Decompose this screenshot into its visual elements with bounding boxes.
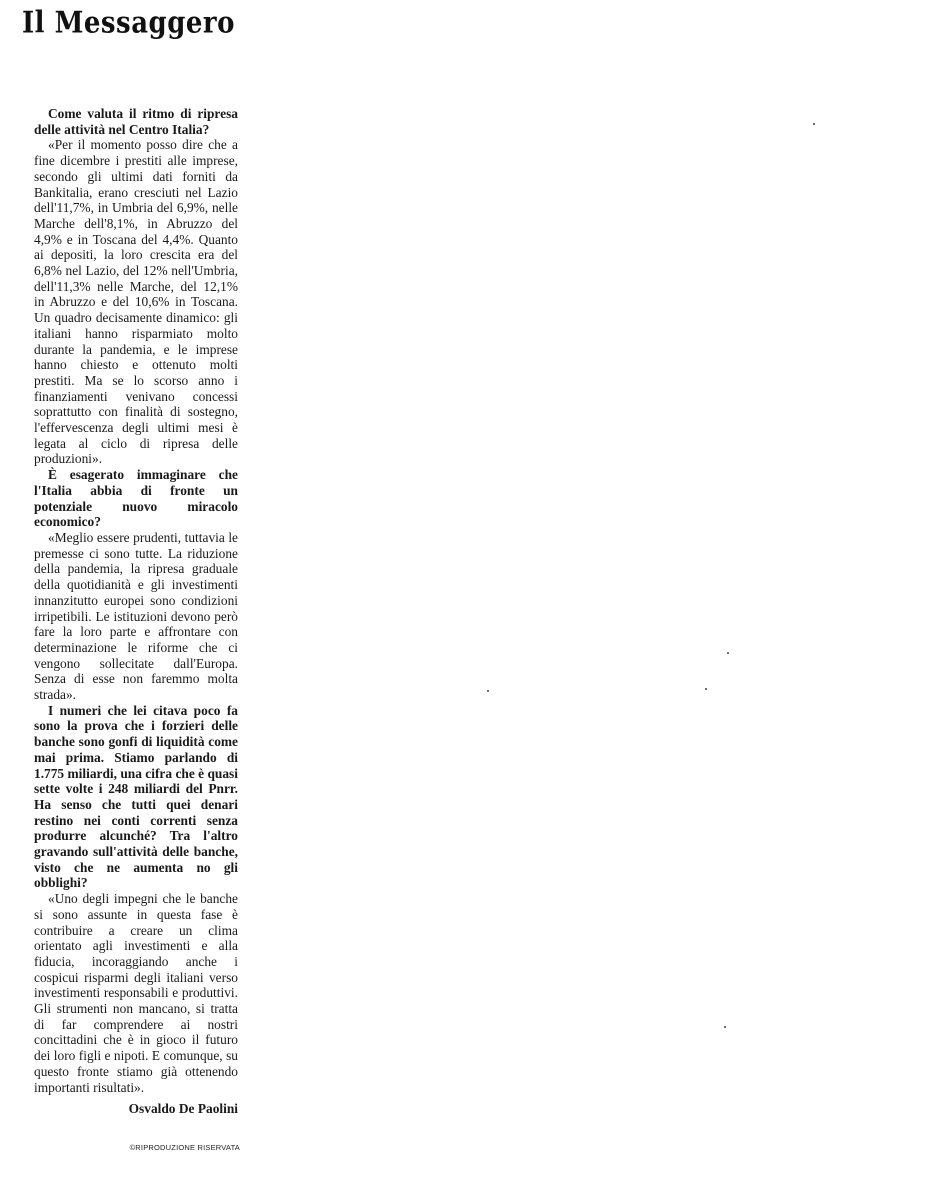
scan-speck <box>724 1026 726 1028</box>
scan-speck <box>727 652 729 654</box>
copyright-notice: ©RIPRODUZIONE RISERVATA <box>129 1143 240 1152</box>
interview-question: È esagerato immaginare che l'Italia abbia di fronte un potenziale nuovo miracolo economico? <box>34 467 238 530</box>
scan-speck <box>487 690 489 692</box>
interview-answer: «Uno degli impegni che le banche si sono assunte in questa fase è contribuire a creare un clima orientato agli investimenti e alla fiducia, incoraggiando anche i cospicui risparmi degli italiani verso investimenti responsabili e produttivi. Gli strumenti non mancano, si tratta di far comprendere ai nostri concittadini che è in gioco il futuro dei loro figli e nipoti. E comunque, su questo fronte stiamo già ottenendo importanti risultati». <box>34 891 238 1095</box>
newspaper-masthead: Il Messaggero <box>22 6 235 41</box>
interview-answer: «Meglio essere prudenti, tuttavia le premesse ci sono tutte. La riduzione della pandemia, la ripresa graduale della quotidianità e gli investimenti innanzitutto europei sono condizioni irripetibili. Le istituzioni devono però fare la loro parte e affrontare con determinazione le riforme che ci vengono sollecitate dall'Europa. Senza di esse non faremmo molta strada». <box>34 529 238 703</box>
interview-question: Come valuta il ritmo di ripresa delle attività nel Centro Italia? <box>34 106 238 137</box>
article-author: Osvaldo De Paolini <box>128 1101 238 1117</box>
scan-speck <box>813 123 815 125</box>
scan-speck <box>705 688 707 690</box>
interview-answer: «Per il momento posso dire che a fine dicembre i prestiti alle imprese, secondo gli ultimi dati forniti da Bankitalia, erano cresciuti nel Lazio dell'11,7%, in Umbria del 6,9%, nelle Marche dell'8,1%, in Abruzzo del 4,9% e in Toscana del 4,4%. Quanto ai depositi, la loro crescita era del 6,8% nel Lazio, del 12% nell'Umbria, dell'11,3% nelle Marche, del 12,1% in Abruzzo e del 10,6% in Toscana. Un quadro decisamente dinamico: gli italiani hanno risparmiato molto durante la pandemia, e le imprese hanno chiesto e ottenuto molti prestiti. Ma se lo scorso anno i finanziamenti venivano concessi soprattutto con finalità di sostegno, l'effervescenza degli ultimi mesi è legata al ciclo di ripresa delle produzioni». <box>34 137 238 467</box>
article-body <box>34 106 238 1117</box>
interview-question: I numeri che lei citava poco fa sono la prova che i forzieri delle banche sono gonfi di liquidità come mai prima. Stiamo parlando di 1.775 miliardi, una cifra che è quasi sette volte i 248 miliardi del Pnrr. Ha senso che tutti quei denari restino nei conti correnti senza produrre alcunché? Tra l'altro gravando sull'attività delle banche, visto che ne aumenta no gli obblighi? <box>34 702 238 891</box>
